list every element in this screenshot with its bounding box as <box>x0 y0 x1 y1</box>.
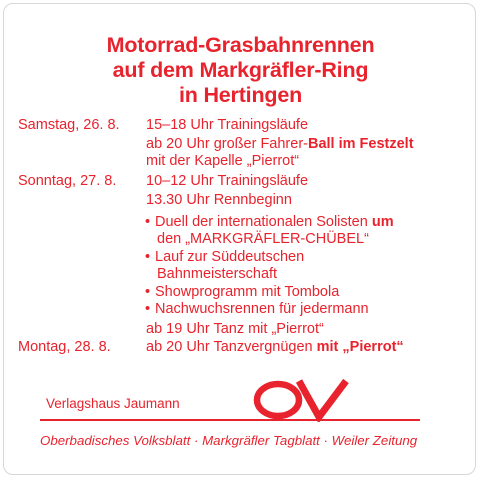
bullet-championship-cont: Bahnmeisterschaft <box>157 266 278 282</box>
newspaper-titles: Oberbadisches Volksblatt · Markgräfler Tagblatt · Weiler Zeitung <box>40 433 418 448</box>
ov-logo-o <box>257 384 299 416</box>
day-monday: Montag, 28. 8. <box>18 339 111 355</box>
sun-event-training: 10–12 Uhr Trainingsläufe <box>146 173 309 189</box>
ov-logo <box>252 376 352 422</box>
mon-event-dance-text: ab 20 Uhr Tanzvergnügen <box>146 339 313 355</box>
bullet-duel-bold: um <box>367 214 394 230</box>
bullet-duel-cont: den „MARKGRÄFLER-CHÜBEL“ <box>157 231 369 247</box>
day-sunday: Sonntag, 27. 8. <box>18 173 117 189</box>
sun-event-race-start: 13.30 Uhr Rennbeginn <box>146 192 292 208</box>
mon-event-dance-bold: mit „Pierrot“ <box>312 339 404 355</box>
mon-event-dance <box>146 339 404 357</box>
sat-event-band: mit der Kapelle „Pierrot“ <box>146 153 300 169</box>
ov-logo-v <box>299 381 346 417</box>
sat-event-ball <box>146 136 414 154</box>
bullet-show: • Showprogramm mit Tombola <box>146 284 339 302</box>
title-line-1: Motorrad-Grasbahnrennen <box>106 33 375 57</box>
title-line-3: in Hertingen <box>178 83 303 107</box>
title-line-2: auf dem Markgräfler-Ring <box>112 58 369 82</box>
bullet-duel <box>146 214 394 232</box>
day-saturday: Samstag, 26. 8. <box>18 117 120 133</box>
footer-rule <box>40 419 420 421</box>
publisher-name: Verlagshaus Jaumann <box>46 396 180 411</box>
sat-event-ball-bold: Ball im Festzelt <box>307 136 414 152</box>
bullet-championship: • Lauf zur Süddeutschen <box>146 249 304 267</box>
sat-event-training: 15–18 Uhr Trainingsläufe <box>146 117 309 133</box>
event-title <box>0 33 481 108</box>
sun-event-dance: ab 19 Uhr Tanz mit „Pierrot“ <box>146 321 324 337</box>
sat-event-ball-text: ab 20 Uhr großer Fahrer- <box>146 136 308 152</box>
bullet-youth-race: • Nachwuchsrennen für jedermann <box>146 301 369 319</box>
bullet-duel-text: Duell der internationalen Solisten <box>155 214 368 230</box>
